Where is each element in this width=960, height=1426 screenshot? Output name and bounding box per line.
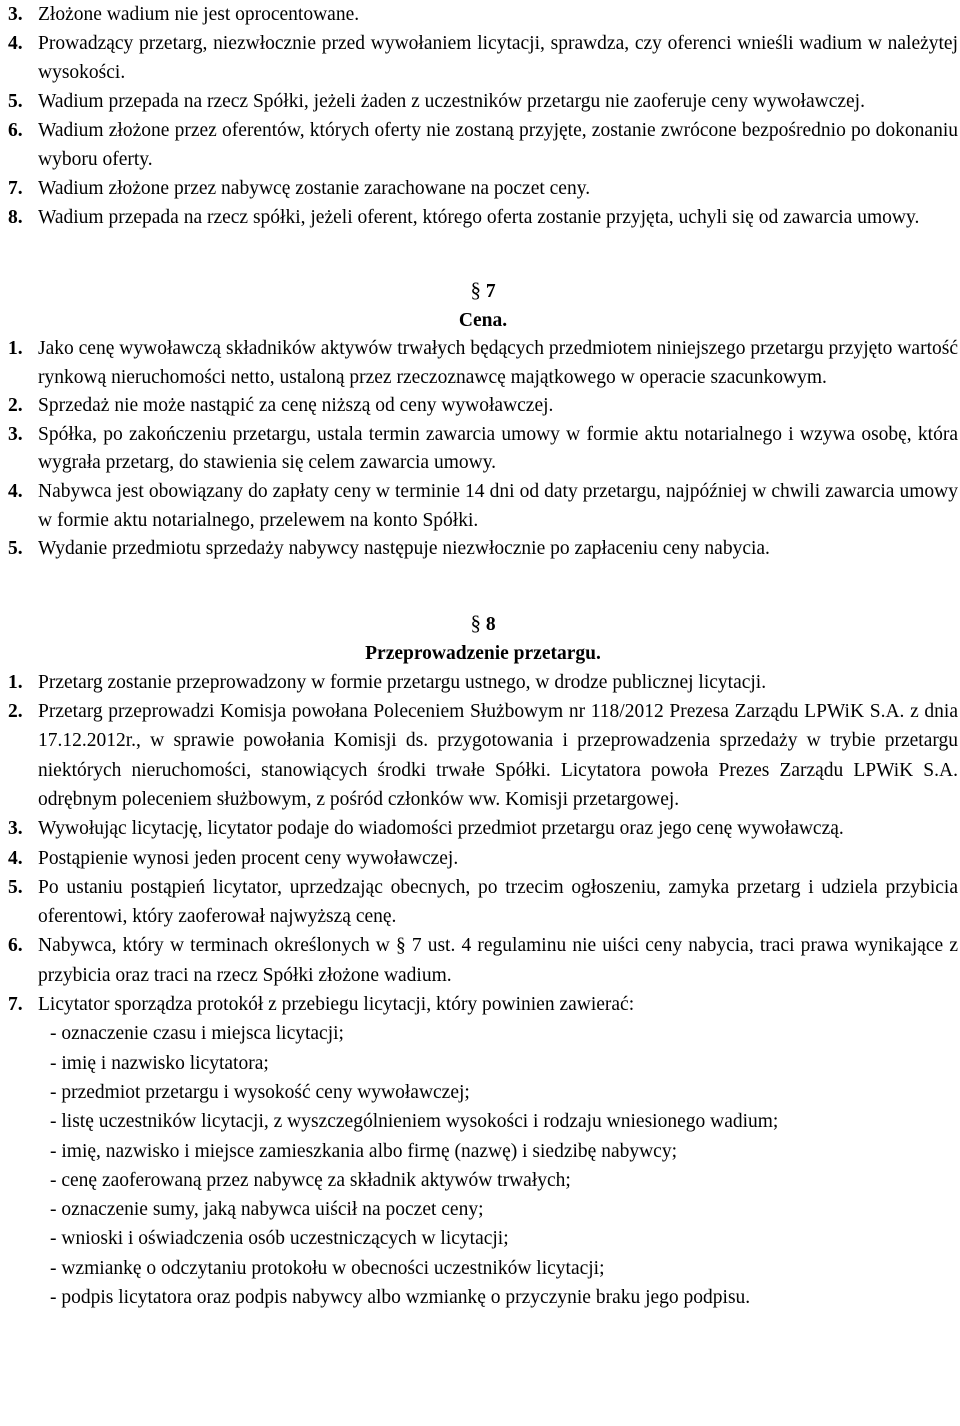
item-number: 7. xyxy=(8,178,23,199)
list-item xyxy=(8,0,958,29)
list-item xyxy=(8,421,958,478)
item-number: 4. xyxy=(8,33,23,54)
spacer xyxy=(8,232,958,276)
list-item xyxy=(8,174,958,203)
item-text: Prowadzący przetarg, niezwłocznie przed wywołaniem licytacji, sprawdza, czy oferenci wnieśli wadium w należytej wysokości. xyxy=(38,33,958,83)
section-wadium-continued xyxy=(8,0,958,232)
list-item xyxy=(8,87,958,116)
item-number: 5. xyxy=(8,876,23,898)
section-8-przeprowadzenie xyxy=(8,609,958,1313)
list-item xyxy=(8,29,958,87)
item-number: 8. xyxy=(8,207,23,228)
item-number: 1. xyxy=(8,671,23,693)
list-item xyxy=(8,203,958,232)
item-text: Złożone wadium nie jest oprocentowane. xyxy=(38,4,360,25)
item-text: Licytator sporządza protokół z przebiegu licytacji, który powinien zawierać: xyxy=(38,994,635,1016)
list-item xyxy=(8,478,958,535)
item-text: Nabywca, który w terminach określonych w § 7 ust. 4 regulaminu nie uiści ceny nabycia, traci prawa wynikające z przybicia oraz traci na rzecz Spółki złożone wadium. xyxy=(38,935,958,986)
item-text: Wydanie przedmiotu sprzedaży nabywcy następuje niezwłocznie po zapłaceniu ceny nabycia. xyxy=(38,538,770,560)
list-item xyxy=(8,931,958,990)
item-number: 5. xyxy=(8,538,23,560)
item-text: Wadium przepada na rzecz Spółki, jeżeli żaden z uczestników przetargu nie zaoferuje ceny wywoławczej. xyxy=(38,91,865,112)
item-number: 6. xyxy=(8,120,23,141)
item-text: Jako cenę wywoławczą składników aktywów trwałych będących przedmiotem niniejszego przetargu przyjęto wartość rynkową nieruchomości netto, ustaloną przez rzeczoznawcę majątkowego w operacie szacunkowym. xyxy=(38,338,958,388)
protocol-item: - imię i nazwisko licytatora; xyxy=(50,1052,269,1074)
item-number: 7. xyxy=(8,994,23,1016)
list-item xyxy=(8,668,958,697)
item-number: 4. xyxy=(8,480,23,502)
list-item xyxy=(8,116,958,174)
section-7-cena xyxy=(8,276,958,564)
protocol-item: - podpis licytatora oraz podpis nabywcy albo wzmiankę o przyczynie braku jego podpisu. xyxy=(50,1286,751,1308)
list-item xyxy=(8,392,958,421)
item-text: Nabywca jest obowiązany do zapłaty ceny w terminie 14 dni od daty przetargu, najpóźniej w chwili zawarcia umowy w formie aktu notarialnego, przelewem na konto Spółki. xyxy=(38,480,958,531)
protocol-item: - oznaczenie sumy, jaką nabywca uiścił na poczet ceny; xyxy=(50,1199,484,1221)
item-number: 1. xyxy=(8,338,23,359)
protocol-item: - wnioski i oświadczenia osób uczestniczących w licytacji; xyxy=(50,1228,509,1250)
protocol-item: - imię, nazwisko i miejsce zamieszkania albo firmę (nazwę) i siedzibę nabywcy; xyxy=(50,1140,677,1162)
protocol-item: - oznaczenie czasu i miejsca licytacji; xyxy=(50,1023,344,1045)
list-item xyxy=(8,697,958,814)
protocol-item: - wzmiankę o odczytaniu protokołu w obecności uczestników licytacji; xyxy=(50,1257,605,1279)
list-item xyxy=(8,535,958,564)
item-text: Wywołując licytację, licytator podaje do wiadomości przedmiot przetargu oraz jego cenę wywoławczą. xyxy=(38,818,844,840)
list-item xyxy=(8,873,958,932)
spacer xyxy=(8,564,958,609)
item-text: Postąpienie wynosi jeden procent ceny wywoławczej. xyxy=(38,847,459,869)
protocol-item: - listę uczestników licytacji, z wyszczególnieniem wysokości i rodzaju wniesionego wadium; xyxy=(50,1111,779,1133)
item-number: 2. xyxy=(8,701,23,723)
item-text: Spółka, po zakończeniu przetargu, ustala termin zawarcia umowy w formie aktu notarialnego i wzywa osobę, która wygrała przetarg, do stawienia się celem zawarcia umowy. xyxy=(38,423,958,474)
paragraph-symbol: § xyxy=(470,278,481,302)
protocol-item: - przedmiot przetargu i wysokość ceny wywoławczej; xyxy=(50,1081,470,1103)
list-item xyxy=(8,844,958,873)
protocol-item: - cenę zaoferowaną przez nabywcę za składnik aktywów trwałych; xyxy=(50,1169,571,1191)
list-item xyxy=(8,990,958,1312)
item-number: 3. xyxy=(8,423,23,445)
item-number: 6. xyxy=(8,935,23,957)
item-number: 3. xyxy=(8,4,23,25)
item-number: 2. xyxy=(8,395,23,417)
wadium-list xyxy=(8,0,958,232)
item-text: Wadium złożone przez nabywcę zostanie zarachowane na poczet ceny. xyxy=(38,178,591,199)
przetarg-list xyxy=(8,668,958,1313)
item-number: 4. xyxy=(8,847,23,869)
section-title: Przeprowadzenie przetargu. xyxy=(365,642,601,664)
item-number: 5. xyxy=(8,91,23,112)
cena-list xyxy=(8,335,958,564)
item-text: Po ustaniu postąpień licytator, uprzedzając obecnych, po trzecim ogłoszeniu, zamyka przetarg i udziela przybicia oferentowi, który zaoferował najwyższą cenę. xyxy=(38,876,958,928)
item-number: 3. xyxy=(8,818,23,840)
item-text: Wadium złożone przez oferentów, których oferty nie zostaną przyjęte, zostanie zwrócone bezpośrednio po dokonaniu wyboru oferty. xyxy=(38,120,958,170)
list-item xyxy=(8,814,958,843)
section-number xyxy=(8,276,958,306)
item-text: Przetarg przeprowadzi Komisja powołana Poleceniem Służbowym nr 118/2012 Prezesa Zarządu LPWiK S.A. z dnia 17.12.2012r., w sprawie powołania Komisji ds. przygotowania i przeprowadzenia sprzedaży w trybie przetargu niektórych nieruchomości, stanowiących środki trwałe Spółki. Licytatora powoła Prezes Zarządu LPWiK S.A. odrębnym poleceniem służbowym, z pośród członków ww. Komisji przetargowej. xyxy=(38,701,958,810)
section-number-value: 7 xyxy=(485,281,496,302)
item-text: Przetarg zostanie przeprowadzony w formie przetargu ustnego, w drodze publicznej licytacji. xyxy=(38,671,767,693)
section-title: Cena. xyxy=(458,310,508,331)
section-number-value: 8 xyxy=(485,613,496,635)
protocol-contents-list xyxy=(38,1019,958,1312)
item-text: Wadium przepada na rzecz spółki, jeżeli oferent, którego oferta zostanie przyjęta, uchyli się od zawarcia umowy. xyxy=(38,207,920,228)
list-item xyxy=(8,335,958,392)
section-number xyxy=(8,609,958,639)
item-text: Sprzedaż nie może nastąpić za cenę niższą od ceny wywoławczej. xyxy=(38,395,554,417)
paragraph-symbol: § xyxy=(470,610,481,635)
